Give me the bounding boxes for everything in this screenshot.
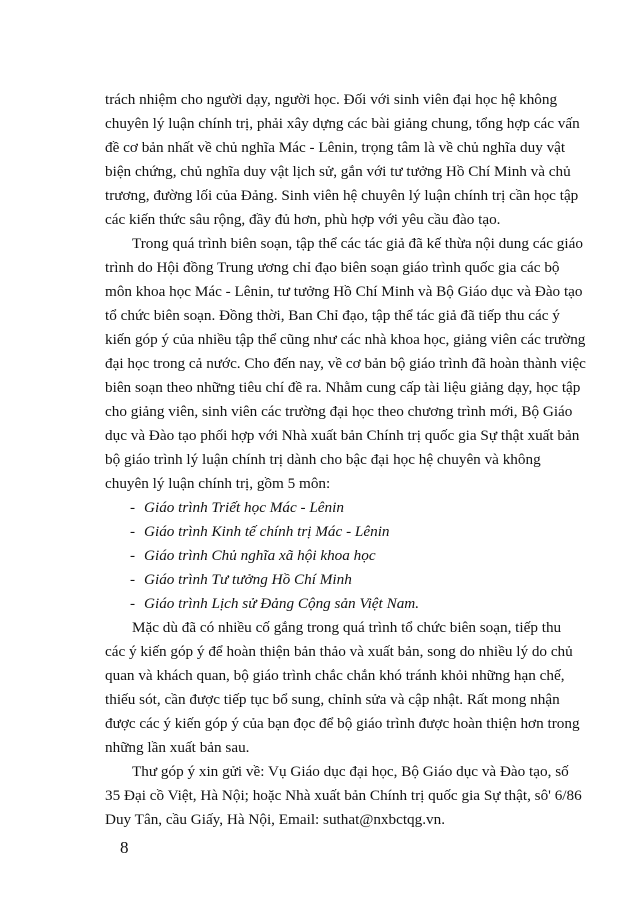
list-item <box>130 496 344 520</box>
text-line: Duy Tân, cầu Giấy, Hà Nội, Email: suthat@nxbctqg.vn. <box>105 811 446 828</box>
list-item <box>130 568 352 592</box>
text-line: bộ giáo trình lý luận chính trị dành cho bậc đại học hệ chuyên và không <box>105 451 541 468</box>
text-line: đề cơ bản nhất về chủ nghĩa Mác - Lênin, trọng tâm là về chủ nghĩa duy vật <box>105 139 566 156</box>
text-line: môn khoa học Mác - Lênin, tư tưởng Hồ Chí Minh và Bộ Giáo dục và Đào tạo <box>105 283 583 300</box>
text-line: cho giảng viên, sinh viên các trường đại học theo chương trình mới, Bộ Giáo <box>105 403 573 420</box>
page-number: 8 <box>120 838 129 857</box>
bullet-dash: - <box>130 523 136 540</box>
text-line: trương, đường lối của Đảng. Sinh viên hệ chuyên lý luận chính trị cần học tập <box>105 187 579 204</box>
text-line: chuyên lý luận chính trị, gồm 5 môn: <box>105 475 331 492</box>
list-item-text: Giáo trình Tư tưởng Hồ Chí Minh <box>144 571 352 588</box>
text-line: các kiến thức sâu rộng, đầy đủ hơn, phù hợp với yêu cầu đào tạo. <box>105 211 501 228</box>
text-line: Mặc dù đã có nhiều cố gắng trong quá trình tổ chức biên soạn, tiếp thu <box>132 619 562 636</box>
text-line: các ý kiến góp ý để hoàn thiện bản thảo và xuất bản, song do nhiều lý do chủ <box>105 643 573 660</box>
text-line: chuyên lý luận chính trị, phải xây dựng các bài giảng chung, tổng hợp các vấn <box>105 115 580 132</box>
text-line: kiến góp ý của nhiều tập thể cũng như các nhà khoa học, giảng viên các trường <box>105 331 586 348</box>
bullet-dash: - <box>130 571 136 588</box>
text-line: biên soạn theo những tiêu chí đề ra. Nhằm cung cấp tài liệu giảng dạy, học tập <box>105 379 581 396</box>
text-line: 35 Đại cồ Việt, Hà Nội; hoặc Nhà xuất bản Chính trị quốc gia Sự thật, sô' 6/86 <box>105 787 582 804</box>
list-item-text: Giáo trình Lịch sử Đảng Cộng sản Việt Nam. <box>144 595 420 612</box>
text-line: biện chứng, chủ nghĩa duy vật lịch sử, gắn với tư tưởng Hồ Chí Minh và chủ <box>105 163 571 180</box>
text-line: thiếu sót, cần được tiếp tục bổ sung, chỉnh sửa và cập nhật. Rất mong nhận <box>105 691 560 708</box>
bullet-dash: - <box>130 499 136 516</box>
text-line: đại học trong cả nước. Cho đến nay, về cơ bản bộ giáo trình đã hoàn thành việc <box>105 355 586 372</box>
list-item <box>130 592 419 616</box>
text-line: quan và khách quan, bộ giáo trình chắc chắn khó tránh khỏi những hạn chế, <box>105 667 565 684</box>
text-line: những lần xuất bản sau. <box>105 739 250 756</box>
text-line: Trong quá trình biên soạn, tập thể các tác giả đã kế thừa nội dung các giáo <box>132 235 583 252</box>
text-line: Thư góp ý xin gửi về: Vụ Giáo dục đại học, Bộ Giáo dục và Đào tạo, số <box>132 763 569 780</box>
text-line: trách nhiệm cho người dạy, người học. Đối với sinh viên đại học hệ không <box>105 91 558 108</box>
text-line: dục và Đào tạo phối hợp với Nhà xuất bản Chính trị quốc gia Sự thật xuất bản <box>105 427 580 444</box>
list-item-text: Giáo trình Kinh tế chính trị Mác - Lênin <box>144 523 390 540</box>
list-item <box>130 544 376 568</box>
list-item-text: Giáo trình Chủ nghĩa xã hội khoa học <box>144 547 376 564</box>
list-item <box>130 520 390 544</box>
bullet-dash: - <box>130 547 136 564</box>
text-line: được các ý kiến góp ý của bạn đọc để bộ giáo trình được hoàn thiện hơn trong <box>105 715 580 732</box>
list-item-text: Giáo trình Triết học Mác - Lênin <box>144 499 344 516</box>
text-line: tổ chức biên soạn. Đồng thời, Ban Chỉ đạo, tập thể tác giả đã tiếp thu các ý <box>105 307 560 324</box>
text-line: trình do Hội đồng Trung ương chỉ đạo biên soạn giáo trình quốc gia các bộ <box>105 259 560 276</box>
bullet-dash: - <box>130 595 136 612</box>
